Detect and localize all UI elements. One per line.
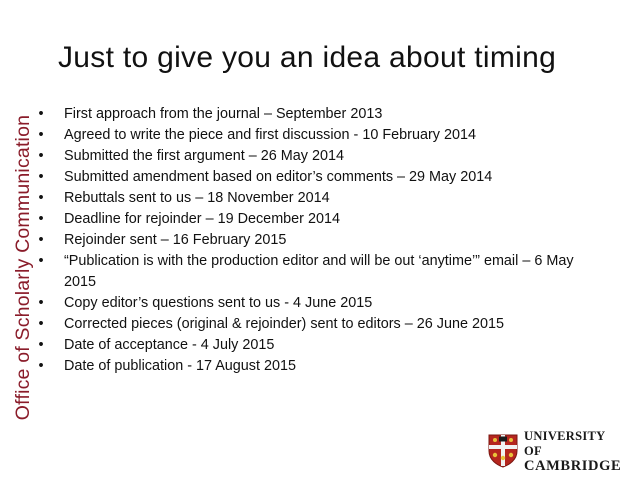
list-item bbox=[36, 209, 606, 230]
list-item bbox=[36, 125, 606, 146]
bullet-icon: • bbox=[38, 357, 44, 374]
logo-line-1: UNIVERSITY OF bbox=[524, 428, 606, 458]
list-item-text: Date of publication - 17 August 2015 bbox=[64, 357, 297, 374]
list-item-text: Rebuttals sent to us – 18 November 2014 bbox=[64, 190, 330, 206]
sidebar-label: Office of Scholarly Communication bbox=[12, 114, 35, 420]
bullet-icon: • bbox=[38, 253, 44, 269]
list-item-text: Corrected pieces (original & rejoinder) sent to editors – 26 June 2015 bbox=[64, 315, 504, 332]
list-item bbox=[36, 335, 606, 356]
bullet-icon: • bbox=[38, 294, 44, 311]
list-item-text: Agreed to write the piece and first discussion - 10 February 2014 bbox=[64, 127, 476, 143]
list-item bbox=[36, 293, 606, 314]
bullet-icon: • bbox=[38, 336, 44, 353]
list-item bbox=[36, 356, 606, 377]
bullet-icon: • bbox=[38, 190, 44, 206]
list-item bbox=[36, 188, 606, 209]
list-item bbox=[36, 314, 606, 335]
bullet-icon: • bbox=[38, 169, 44, 185]
logo-line-2: CAMBRIDGE bbox=[524, 457, 622, 474]
list-item-text: First approach from the journal – September 2013 bbox=[64, 106, 383, 122]
list-item-text: Copy editor’s questions sent to us - 4 June 2015 bbox=[64, 294, 373, 311]
list-item-text: Date of acceptance - 4 July 2015 bbox=[64, 336, 275, 353]
cambridge-shield-icon bbox=[488, 434, 518, 468]
bullet-icon: • bbox=[38, 127, 44, 143]
list-item bbox=[36, 230, 606, 251]
list-item bbox=[36, 104, 606, 125]
bullet-icon: • bbox=[38, 148, 44, 164]
list-item-text: Rejoinder sent – 16 February 2015 bbox=[64, 232, 287, 248]
bullet-icon: • bbox=[38, 211, 44, 227]
bullet-icon: • bbox=[38, 315, 44, 332]
slide-title: Just to give you an idea about timing bbox=[58, 41, 557, 74]
university-logo bbox=[488, 428, 622, 474]
list-item-text: Deadline for rejoinder – 19 December 2014 bbox=[64, 211, 340, 227]
list-item bbox=[36, 251, 606, 292]
list-item bbox=[36, 146, 606, 167]
list-item bbox=[36, 167, 606, 188]
bullet-icon: • bbox=[38, 232, 44, 248]
timeline-list bbox=[36, 104, 606, 377]
list-item-text: “Publication is with the production editor and will be out ‘anytime’” email – 6 May 2015 bbox=[64, 253, 574, 290]
list-item-text: Submitted amendment based on editor’s comments – 29 May 2014 bbox=[64, 169, 493, 185]
bullet-icon: • bbox=[38, 106, 44, 122]
list-item-text: Submitted the first argument – 26 May 2014 bbox=[64, 148, 344, 164]
logo-wordmark bbox=[524, 429, 621, 474]
